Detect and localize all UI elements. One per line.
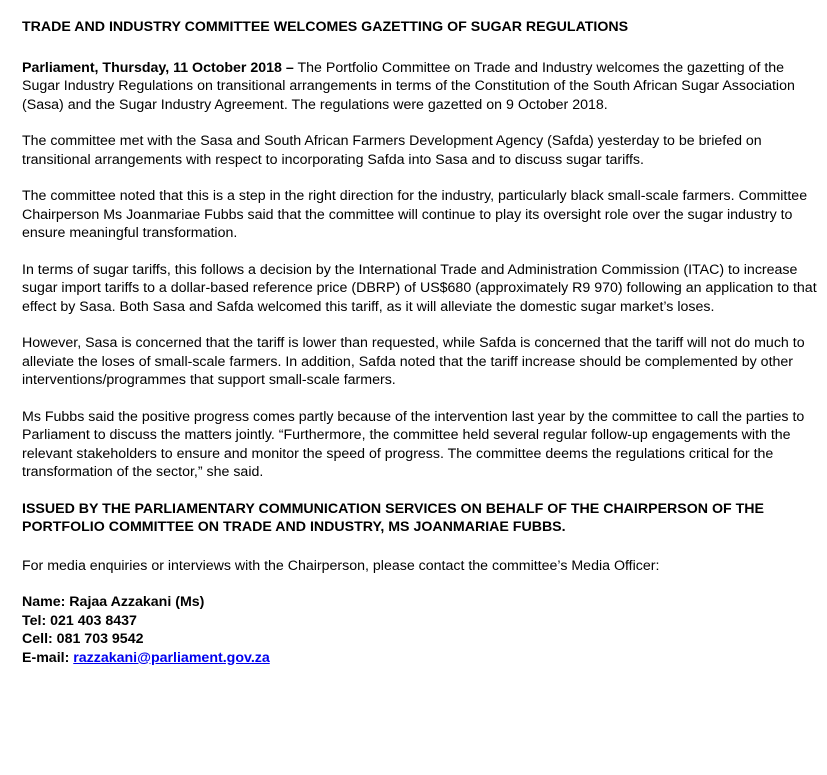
paragraph-tariffs: In terms of sugar tariffs, this follows a decision by the International Trade and Administration Commission (ITAC) to increase sugar import tariffs to a dollar-based reference price (DBRP) of US$680 (approximately R9 970) following an application to that effect by Sasa. Both Sasa and Safda welcomed this tariff, as it will alleviate the domestic sugar market’s loses. [22,261,817,315]
paragraph-concerns: However, Sasa is concerned that the tariff is lower than requested, while Safda is concerned that the tariff will not do much to alleviate the loses of small-scale farmers. In addition, Safda noted that the tariff increase should be complemented by other interventions/programmes that support small-scale farmers. [22,335,805,388]
intro-body: The Portfolio Committee on Trade and Industry welcomes the gazetting of the Sugar Industry Regulations on transitional arrangements in terms of the Constitution of the South African Sugar Association (Sasa) and the Sugar Industry Agreement. The regulations were gazetted on 9 October 2018. [22,59,795,113]
contact-email-line [22,649,817,668]
contact-cell: Cell: 081 703 9542 [22,631,144,647]
contact-block [22,593,817,667]
email-link[interactable]: razzakani@parliament.gov.za [73,649,270,666]
contact-name: Name: Rajaa Azzakani (Ms) [22,594,205,610]
contact-tel: Tel: 021 403 8437 [22,612,137,629]
page-title: TRADE AND INDUSTRY COMMITTEE WELCOMES GAZETTING OF SUGAR REGULATIONS [22,19,629,35]
paragraph-intro [22,59,817,115]
email-label: E-mail: [22,649,74,666]
paragraph-progress: Ms Fubbs said the positive progress comes partly because of the intervention last year by the committee to call the parties to Parliament to discuss the matters jointly. “Furthermore, the committee held several regular follow-up engagements with the relevant stakeholders to ensure and monitor the speed of progress. The committee deems the regulations critical for the transformation of the sector,” she said. [22,408,805,480]
paragraph-meeting: The committee met with the Sasa and South African Farmers Development Agency (Safda) yesterday to be briefed on transitional arrangements with respect to incorporating Safda into Sasa and to discuss sugar tariffs. [22,133,762,168]
media-enquiries-text: For media enquiries or interviews with the Chairperson, please contact the committee’s Media Officer: [22,557,660,574]
paragraph-chairperson: The committee noted that this is a step in the right direction for the industry, particularly black small-scale farmers. Committee Chairperson Ms Joanmariae Fubbs said that the committee will continue to play its oversight role over the sugar industry to ensure meaningful transformation. [22,188,808,241]
dateline: Parliament, Thursday, 11 October 2018 – [22,59,294,76]
issued-by-statement: ISSUED BY THE PARLIAMENTARY COMMUNICATION SERVICES ON BEHALF OF THE CHAIRPERSON OF THE PORTFOLIO COMMITTEE ON TRADE AND INDUSTRY, MS JOANMARIAE FUBBS. [22,500,764,535]
